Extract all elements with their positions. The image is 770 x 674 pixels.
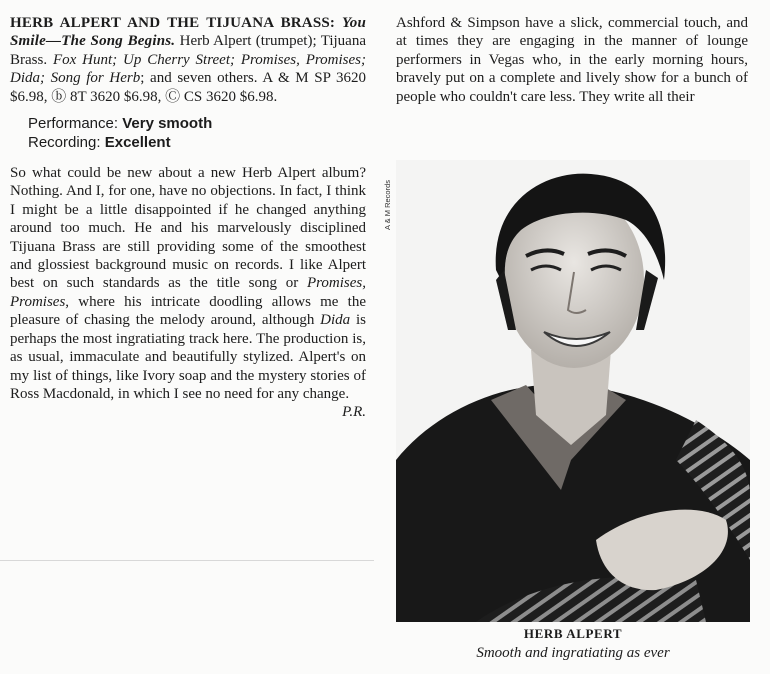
review-body-part: , where his intricate doodling allows me the pleasure of chasing the melody around, although bbox=[10, 293, 366, 329]
review-column bbox=[10, 14, 366, 422]
photo-credit: A & M Records bbox=[383, 179, 392, 230]
recording-value: Excellent bbox=[104, 134, 171, 152]
photo-caption-subtitle: Smooth and ingratiating as ever bbox=[476, 645, 670, 661]
artist-photo bbox=[396, 160, 750, 622]
ratings bbox=[28, 114, 366, 152]
recording-rating bbox=[28, 133, 366, 152]
portrait-illustration bbox=[396, 160, 750, 622]
track-list: Fox Hunt; Up Cherry Street; Promises, Promises; Dida; Song for Herb bbox=[10, 51, 367, 87]
performance-label: Performance: bbox=[28, 115, 119, 133]
personnel-credits: Herb Alpert (trumpet); Tijuana Brass. bbox=[10, 33, 367, 68]
performance-value: Very smooth bbox=[122, 115, 213, 133]
column-divider bbox=[0, 560, 374, 561]
photo-caption-name: HERB ALPERT bbox=[523, 626, 623, 641]
reviewer-signature: P.R. bbox=[342, 404, 366, 421]
next-review-text: Ashford & Simpson have a slick, commercial touch, and at times they are engaging in the manner of lounge performers in Vegas who, in the early morning hours, bravely put on a complete and lively show for a bunch of people who couldn't care less. They write all their bbox=[396, 15, 748, 105]
review-body-part: is perhaps the most ingratiating track here. The production is, as usual, immaculate and beautifully stylized. Alpert's on my list of things, like Ivory soap and the mystery stories of Ross Macdonald, in which I see no need for any change. bbox=[10, 312, 366, 402]
catalog-info: ; and seven others. A & M SP 3620 $6.98, ⓑ 8T 3620 $6.98, Ⓒ CS 3620 $6.98. bbox=[10, 70, 366, 105]
review-body bbox=[10, 164, 366, 421]
review-heading bbox=[10, 14, 366, 106]
artist-name: HERB ALPERT AND THE TIJUANA BRASS: bbox=[10, 15, 336, 31]
performance-rating bbox=[28, 114, 366, 133]
recording-label: Recording: bbox=[28, 134, 101, 152]
next-review-column bbox=[396, 14, 748, 106]
review-body-part: So what could be new about a new Herb Alpert album? Nothing. And I, for one, have no objections. In fact, I think I might be a little disappointed if he changed anything around too much. He and his marvelously disciplined Tijuana Brass are still providing some of the smoothest and glossiest background music on records. I like Alpert best on such standards as the title song or bbox=[10, 165, 366, 292]
song-title-italic: Promises, Promises bbox=[10, 275, 366, 310]
album-title: You Smile—The Song Begins. bbox=[10, 15, 366, 50]
song-title-italic: Dida bbox=[320, 312, 351, 329]
